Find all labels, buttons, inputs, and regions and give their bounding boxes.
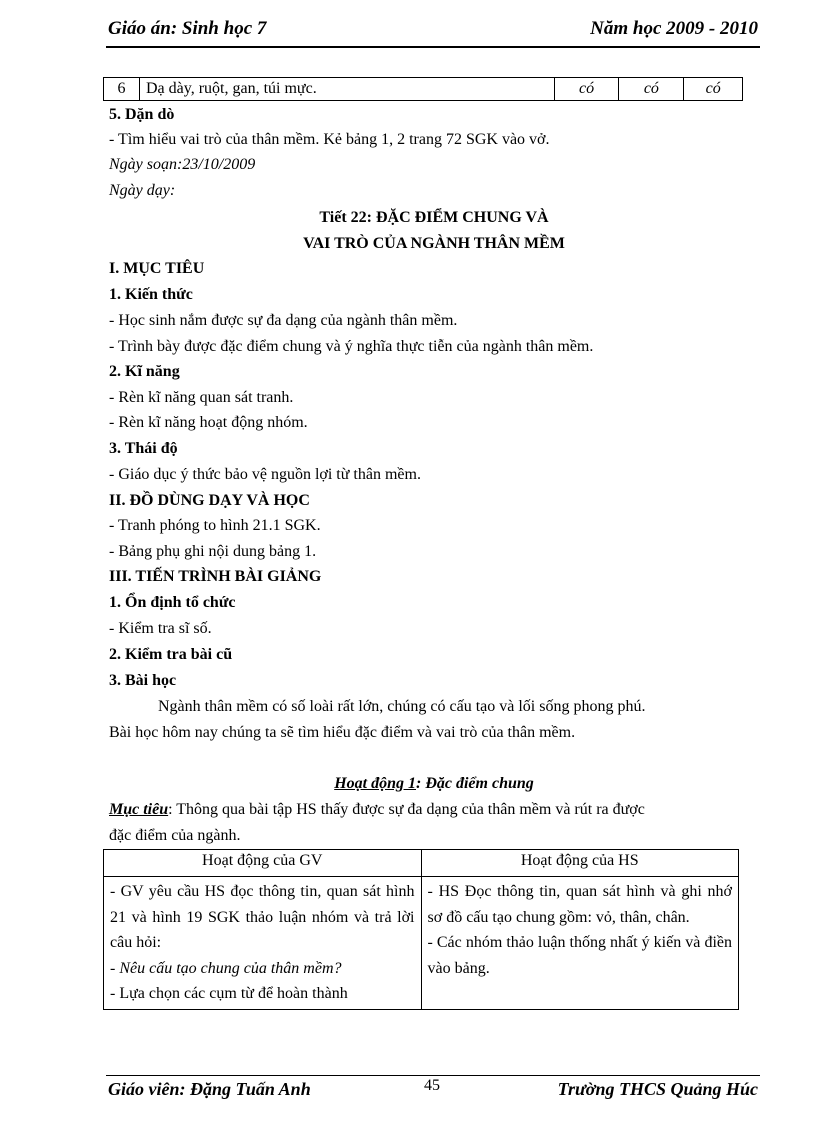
header-school-year: Năm học 2009 - 2010 [590, 18, 758, 39]
heading-muc-tieu: I. MỤC TIÊU [109, 260, 205, 277]
dan-do-text: - Tìm hiểu vai trò của thân mềm. Kẻ bảng 1, 2 trang 72 SGK vào vở. [109, 131, 550, 148]
heading-kien-thuc: 1. Kiến thức [109, 286, 193, 303]
bai-hoc-para-line2: Bài học hôm nay chúng ta sẽ tìm hiểu đặc điểm và vai trò của thân mềm. [109, 724, 576, 741]
col-hs-header: Hoạt động của HS [421, 850, 739, 877]
kien-thuc-1: - Học sinh nắm được sự đa dạng của ngành thân mềm. [109, 312, 458, 329]
heading-tien-trinh: III. TIẾN TRÌNH BÀI GIẢNG [109, 568, 322, 585]
footer-school: Trường THCS Quảng Húc [557, 1079, 758, 1099]
hs-text-2: - Các nhóm thảo luận thống nhất ý kiến và điền vào bảng. [427, 934, 732, 977]
muc-tieu-label: Mục tiêu [109, 801, 169, 818]
hs-cell [421, 877, 739, 1010]
muc-tieu-line2: đặc điểm của ngành. [109, 827, 241, 844]
row-cell-3: có [684, 78, 743, 101]
lesson-title-line2: VAI TRÒ CỦA NGÀNH THÂN MỀM [303, 235, 565, 252]
comparison-table-fragment [103, 77, 743, 101]
heading-kiem-tra: 2. Kiểm tra bài cũ [109, 646, 233, 663]
row-cell-2: có [619, 78, 684, 101]
muc-tieu-line1 [109, 799, 645, 821]
on-dinh-1: - Kiểm tra sĩ số. [109, 620, 212, 637]
header-lesson-title: Giáo án: Sinh học 7 [108, 18, 267, 39]
table-row [104, 877, 739, 1010]
thai-do-1: - Giáo dục ý thức bảo vệ nguồn lợi từ thân mềm. [109, 466, 421, 483]
page-header [108, 18, 758, 42]
ngay-soan: Ngày soạn:23/10/2009 [109, 156, 256, 173]
col-gv-header: Hoạt động của GV [104, 850, 422, 877]
lesson-title-line1: Tiết 22: ĐẶC ĐIỂM CHUNG VÀ [319, 209, 549, 226]
muc-tieu-text: : Thông qua bài tập HS thấy được sự đa dạng của thân mềm và rút ra được [168, 801, 645, 818]
heading-thai-do: 3. Thái độ [109, 440, 178, 457]
footer-rule [106, 1075, 760, 1076]
gv-text-3: - Lựa chọn các cụm từ để hoàn thành [110, 985, 348, 1002]
activity-table [103, 849, 739, 1010]
do-dung-1: - Tranh phóng to hình 21.1 SGK. [109, 517, 321, 534]
gv-text-2: - Nêu cấu tạo chung của thân mềm? [110, 959, 342, 977]
bai-hoc-para-line1: Ngành thân mềm có số loài rất lớn, chúng có cấu tạo và lối sống phong phú. [158, 698, 646, 715]
row-number: 6 [104, 78, 140, 101]
kien-thuc-2: - Trình bày được đặc điểm chung và ý nghĩa thực tiễn của ngành thân mềm. [109, 338, 594, 355]
ki-nang-2: - Rèn kĩ năng hoạt động nhóm. [109, 414, 308, 431]
table-row [104, 78, 743, 101]
heading-on-dinh: 1. Ổn định tổ chức [109, 594, 236, 611]
activity-heading-rest: : Đặc điểm chung [416, 775, 534, 792]
header-rule [106, 46, 760, 48]
gv-cell [104, 877, 422, 1010]
heading-bai-hoc: 3. Bài học [109, 672, 177, 689]
activity-heading-label: Hoạt động 1 [334, 775, 416, 792]
hs-text-1: - HS Đọc thông tin, quan sát hình và ghi nhớ sơ đồ cấu tạo chung gồm: vỏ, thân, chân. [427, 883, 732, 926]
section-dan-do: 5. Dặn dò [109, 106, 175, 123]
heading-do-dung: II. ĐỒ DÙNG DẠY VÀ HỌC [109, 492, 310, 509]
footer-teacher: Giáo viên: Đặng Tuấn Anh [108, 1079, 311, 1099]
page-footer [108, 1079, 758, 1101]
do-dung-2: - Bảng phụ ghi nội dung bảng 1. [109, 543, 317, 560]
table-header-row [104, 850, 739, 877]
row-cell-1: có [554, 78, 619, 101]
row-organ-text: Dạ dày, ruột, gan, túi mực. [140, 78, 555, 101]
ki-nang-1: - Rèn kĩ năng quan sát tranh. [109, 389, 294, 406]
gv-text-1: - GV yêu cầu HS đọc thông tin, quan sát hình 21 và hình 19 SGK thảo luận nhóm và trả lời câu hỏi: [110, 883, 415, 951]
activity-heading [109, 773, 759, 795]
page-number: 45 [424, 1077, 440, 1094]
ngay-day: Ngày dạy: [109, 182, 176, 199]
heading-ki-nang: 2. Kĩ năng [109, 363, 180, 380]
